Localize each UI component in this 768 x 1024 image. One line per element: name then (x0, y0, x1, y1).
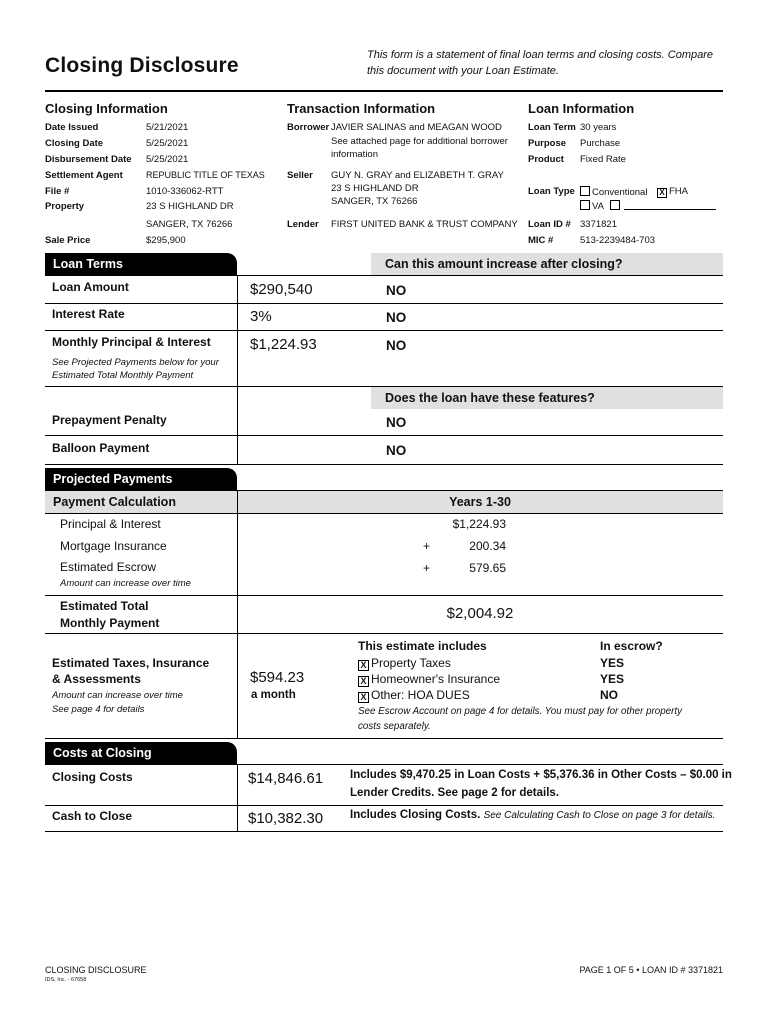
seller-address-line2: SANGER, TX 76266 (331, 196, 418, 207)
mic-label: MIC # (528, 235, 554, 246)
homeowners-insurance-escrow: YES (600, 672, 625, 686)
property-address-line1: 23 S HIGHLAND DR (146, 201, 234, 212)
years-range-heading: Years 1-30 (449, 495, 511, 509)
conventional-label: Conventional (592, 187, 648, 198)
loan-amount-label: Loan Amount (52, 280, 129, 294)
page-title: Closing Disclosure (45, 54, 239, 77)
property-label: Property (45, 201, 85, 212)
monthly-pi-label: Monthly Principal & Interest (52, 335, 211, 349)
in-escrow-heading: In escrow? (600, 639, 663, 653)
mortgage-insurance-amount: 200.34 (469, 539, 506, 553)
other-hoa-escrow: NO (600, 688, 618, 702)
estimated-total-amount: $2,004.92 (446, 605, 514, 622)
loan-type-va-option (580, 200, 622, 212)
loan-type-fha-option (657, 186, 688, 198)
other-checkbox (610, 200, 620, 210)
balloon-payment-answer: NO (386, 443, 407, 458)
loan-type-label: Loan Type (528, 186, 575, 197)
property-taxes-escrow: YES (600, 656, 625, 670)
interest-rate-value: 3% (250, 308, 272, 325)
disbursement-date-label: Disbursement Date (45, 154, 132, 165)
monthly-pi-answer: NO (386, 338, 407, 353)
taxes-insurance-label-line1: Estimated Taxes, Insurance (52, 656, 210, 670)
taxes-period: a month (251, 689, 296, 701)
row-rule (45, 633, 723, 634)
includes-property-taxes (358, 656, 451, 671)
monthly-pi-note-line1: See Projected Payments below for your (52, 357, 219, 368)
taxes-insurance-label-line2: & Assessments (52, 672, 141, 686)
includes-note-line1: See Escrow Account on page 4 for details. You must pay for other property (358, 706, 683, 717)
prepayment-penalty-answer: NO (386, 415, 407, 430)
seller-address-line1: 23 S HIGHLAND DR (331, 183, 419, 194)
file-number-value: 1010-336062-RTT (146, 186, 224, 197)
loan-type-conventional-option (580, 186, 647, 198)
cash-to-close-desc-italic: See Calculating Cash to Close on page 3 for details. (483, 810, 716, 821)
loan-term-label: Loan Term (528, 122, 576, 133)
footer-page-info: PAGE 1 OF 5 • LOAN ID # 3371821 (579, 965, 723, 975)
closing-costs-label: Closing Costs (52, 770, 133, 784)
taxes-note-line1: Amount can increase over time (52, 690, 183, 701)
estimated-escrow-label: Estimated Escrow (60, 560, 157, 574)
closing-date-label: Closing Date (45, 138, 104, 149)
property-address-line2: SANGER, TX 76266 (146, 219, 233, 230)
header-divider (45, 90, 723, 92)
file-number-label: File # (45, 186, 70, 197)
other-hoa-label: Other: HOA DUES (371, 688, 470, 702)
interest-rate-answer: NO (386, 310, 407, 325)
includes-other-hoa (358, 688, 470, 703)
projected-bottom-rule (45, 738, 723, 739)
form-intro: This form is a statement of final loan terms and closing costs. Compare this document with your Loan Estimate. (367, 49, 714, 77)
monthly-pi-value: $1,224.93 (250, 336, 317, 353)
footer-form-name: CLOSING DISCLOSURE (45, 965, 147, 975)
closing-costs-desc-line2: Lender Credits. See page 2 for details. (350, 787, 559, 799)
row-rule (45, 513, 723, 514)
principal-interest-label: Principal & Interest (60, 517, 161, 531)
loan-id-value: 3371821 (580, 219, 617, 230)
purpose-value: Purchase (580, 138, 621, 149)
row-rule (45, 330, 723, 331)
borrower-note-line1: See attached page for additional borrower (331, 136, 508, 147)
taxes-note-line2: See page 4 for details (52, 704, 145, 715)
loan-term-value: 30 years (580, 122, 617, 133)
closing-costs-desc-line1: Includes $9,470.25 in Loan Costs + $5,376.36 in Other Costs – $0.00 in (350, 769, 732, 781)
loan-terms-tab: Loan Terms (45, 253, 237, 275)
other-type-blank-line (624, 209, 716, 210)
purpose-label: Purpose (528, 138, 567, 149)
loan-terms-bottom-rule (45, 464, 723, 465)
cash-to-close-desc-bold: Includes Closing Costs. (350, 809, 481, 821)
borrower-note-line2: information (331, 149, 378, 160)
date-issued-value: 5/21/2021 (146, 122, 189, 133)
borrower-value: JAVIER SALINAS and MEAGAN WOOD (331, 122, 502, 133)
product-value: Fixed Rate (580, 154, 626, 165)
balloon-payment-label: Balloon Payment (52, 441, 150, 455)
va-checkbox (580, 200, 590, 210)
product-label: Product (528, 154, 564, 165)
loan-id-label: Loan ID # (528, 219, 571, 230)
sale-price-label: Sale Price (45, 235, 91, 246)
va-label: VA (592, 201, 604, 212)
estimated-escrow-plus: + (423, 561, 431, 575)
fha-label: FHA (669, 186, 688, 197)
monthly-pi-note-line2: Estimated Total Monthly Payment (52, 370, 194, 381)
prepayment-penalty-label: Prepayment Penalty (52, 413, 167, 427)
costs-bottom-rule (45, 831, 723, 832)
estimate-includes-heading: This estimate includes (358, 639, 487, 653)
loan-info-heading: Loan Information (528, 101, 635, 116)
lender-value: FIRST UNITED BANK & TRUST COMPANY (331, 219, 518, 230)
lender-label: Lender (287, 219, 319, 230)
estimated-escrow-note: Amount can increase over time (60, 578, 191, 589)
estimated-total-label-line1: Estimated Total (60, 599, 149, 613)
cash-to-close-value: $10,382.30 (248, 810, 324, 827)
closing-info-heading: Closing Information (45, 101, 168, 116)
features-question-band: Does the loan have these features? (371, 387, 723, 409)
row-rule (45, 303, 723, 304)
projected-payments-tab: Projected Payments (45, 468, 237, 490)
principal-interest-amount: $1,224.93 (452, 517, 506, 531)
payment-calculation-band: Payment Calculation (45, 491, 723, 513)
closing-costs-value: $14,846.61 (248, 770, 324, 787)
mic-value: 513-2239484-703 (580, 235, 656, 246)
increase-question-band: Can this amount increase after closing? (371, 253, 723, 275)
closing-date-value: 5/25/2021 (146, 138, 189, 149)
costs-column-divider (237, 765, 238, 832)
settlement-agent-value: REPUBLIC TITLE OF TEXAS (146, 170, 265, 180)
mortgage-insurance-label: Mortgage Insurance (60, 539, 167, 553)
disbursement-date-value: 5/25/2021 (146, 154, 189, 165)
loan-amount-answer: NO (386, 283, 407, 298)
loan-amount-value: $290,540 (250, 281, 313, 298)
row-rule (45, 805, 723, 806)
costs-top-rule (45, 764, 723, 765)
interest-rate-label: Interest Rate (52, 307, 125, 321)
sale-price-value: $295,900 (146, 235, 186, 246)
cash-to-close-desc (350, 809, 715, 821)
footer-vendor: IDS, Inc. - 67658 (45, 977, 87, 983)
homeowners-insurance-checkbox-checked: X (358, 676, 369, 687)
loan-terms-top-rule (45, 275, 723, 276)
mortgage-insurance-plus: + (423, 539, 431, 553)
date-issued-label: Date Issued (45, 122, 99, 133)
settlement-agent-label: Settlement Agent (45, 170, 123, 181)
property-taxes-label: Property Taxes (371, 656, 451, 670)
fha-checkbox-checked: X (657, 188, 667, 198)
includes-homeowners-insurance (358, 672, 500, 687)
estimated-escrow-amount: 579.65 (469, 561, 506, 575)
transaction-info-heading: Transaction Information (287, 101, 436, 116)
row-rule (45, 435, 723, 436)
estimated-total-label-line2: Monthly Payment (60, 616, 160, 630)
other-hoa-checkbox-checked: X (358, 692, 369, 703)
conventional-checkbox (580, 186, 590, 196)
includes-note-line2: costs separately. (358, 721, 431, 732)
taxes-amount: $594.23 (250, 669, 305, 686)
costs-at-closing-tab: Costs at Closing (45, 742, 237, 764)
property-taxes-checkbox-checked: X (358, 660, 369, 671)
cash-to-close-label: Cash to Close (52, 809, 133, 823)
borrower-label: Borrower (287, 122, 330, 133)
seller-label: Seller (287, 170, 313, 181)
seller-name: GUY N. GRAY and ELIZABETH T. GRAY (331, 170, 504, 181)
row-rule (45, 595, 723, 596)
homeowners-insurance-label: Homeowner's Insurance (371, 672, 501, 686)
